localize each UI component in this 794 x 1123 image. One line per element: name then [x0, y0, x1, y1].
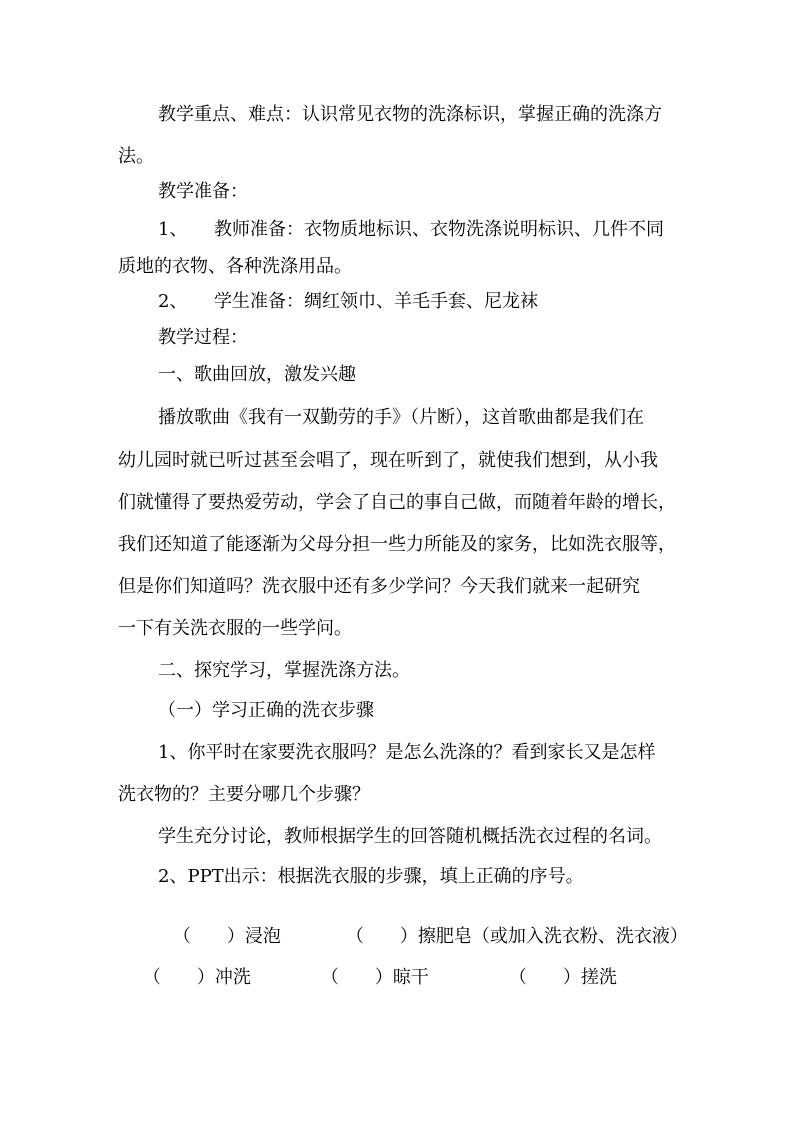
section-heading: 一、歌曲回放，激发兴趣 — [158, 364, 356, 385]
step-label: 冲洗 — [214, 967, 251, 988]
key-points-line: 教学重点、难点：认识常见衣物的洗涤标识，掌握正确的洗涤方 — [158, 104, 662, 125]
blank-step-item — [298, 951, 429, 1005]
question-line: 1、你平时在家要洗衣服吗？是怎么洗涤的？看到家长又是怎样 — [158, 742, 656, 763]
prep-heading: 教学准备： — [158, 181, 248, 202]
blank-parenthesis: （ ） — [345, 926, 418, 947]
blank-parenthesis: （ ） — [320, 967, 393, 988]
subsection-heading: （一）学习正确的洗衣步骤 — [158, 700, 374, 721]
paragraph-line: 们就懂得了要热爱劳动，学会了自己的事自己做，而随着年龄的增长， — [118, 492, 676, 513]
blank-parenthesis: （ ） — [172, 926, 245, 947]
blank-step-item — [120, 951, 251, 1005]
key-points-line: 法。 — [118, 146, 154, 167]
prep-item-text: 质地的衣物、各种洗涤用品。 — [118, 256, 352, 277]
blank-parenthesis: （ ） — [142, 967, 215, 988]
paragraph-line: 但是你们知道吗？洗衣服中还有多少学问？今天我们就来一起研究 — [118, 576, 640, 597]
prep-item-number: 2、 — [158, 291, 188, 312]
step-label: 浸泡 — [244, 926, 281, 947]
blank-parenthesis: （ ） — [508, 967, 581, 988]
paragraph-line: 幼儿园时就已听过甚至会唱了，现在听到了，就使我们想到，从小我 — [118, 450, 658, 471]
blank-step-item — [486, 951, 617, 1005]
section-heading: 二、探究学习，掌握洗涤方法。 — [158, 660, 410, 681]
step-label: 擦肥皂（或加入洗衣粉、洗衣液） — [417, 926, 688, 947]
paragraph-line: 播放歌曲《我有一双勤劳的手》（片断），这首歌曲都是我们在 — [158, 407, 644, 428]
prep-item-text: 学生准备：绸红领巾、羊毛手套、尼龙袜 — [214, 291, 538, 312]
prep-item-number: 1、 — [158, 219, 188, 240]
step-label: 晾干 — [392, 967, 429, 988]
prep-item-text: 教师准备：衣物质地标识、衣物洗涤说明标识、几件不同 — [214, 219, 664, 240]
paragraph-line: 我们还知道了能逐渐为父母分担一些力所能及的家务，比如洗衣服等， — [118, 534, 676, 555]
discussion-line: 学生充分讨论，教师根据学生的回答随机概括洗衣过程的名词。 — [158, 826, 662, 847]
ppt-instruction: 2、PPT出示：根据洗衣服的步骤，填上正确的序号。 — [158, 866, 584, 887]
step-label: 搓洗 — [580, 967, 617, 988]
paragraph-line: 一下有关洗衣服的一些学问。 — [118, 618, 352, 639]
question-line: 洗衣物的？主要分哪几个步骤？ — [118, 784, 370, 805]
process-heading: 教学过程： — [158, 327, 248, 348]
